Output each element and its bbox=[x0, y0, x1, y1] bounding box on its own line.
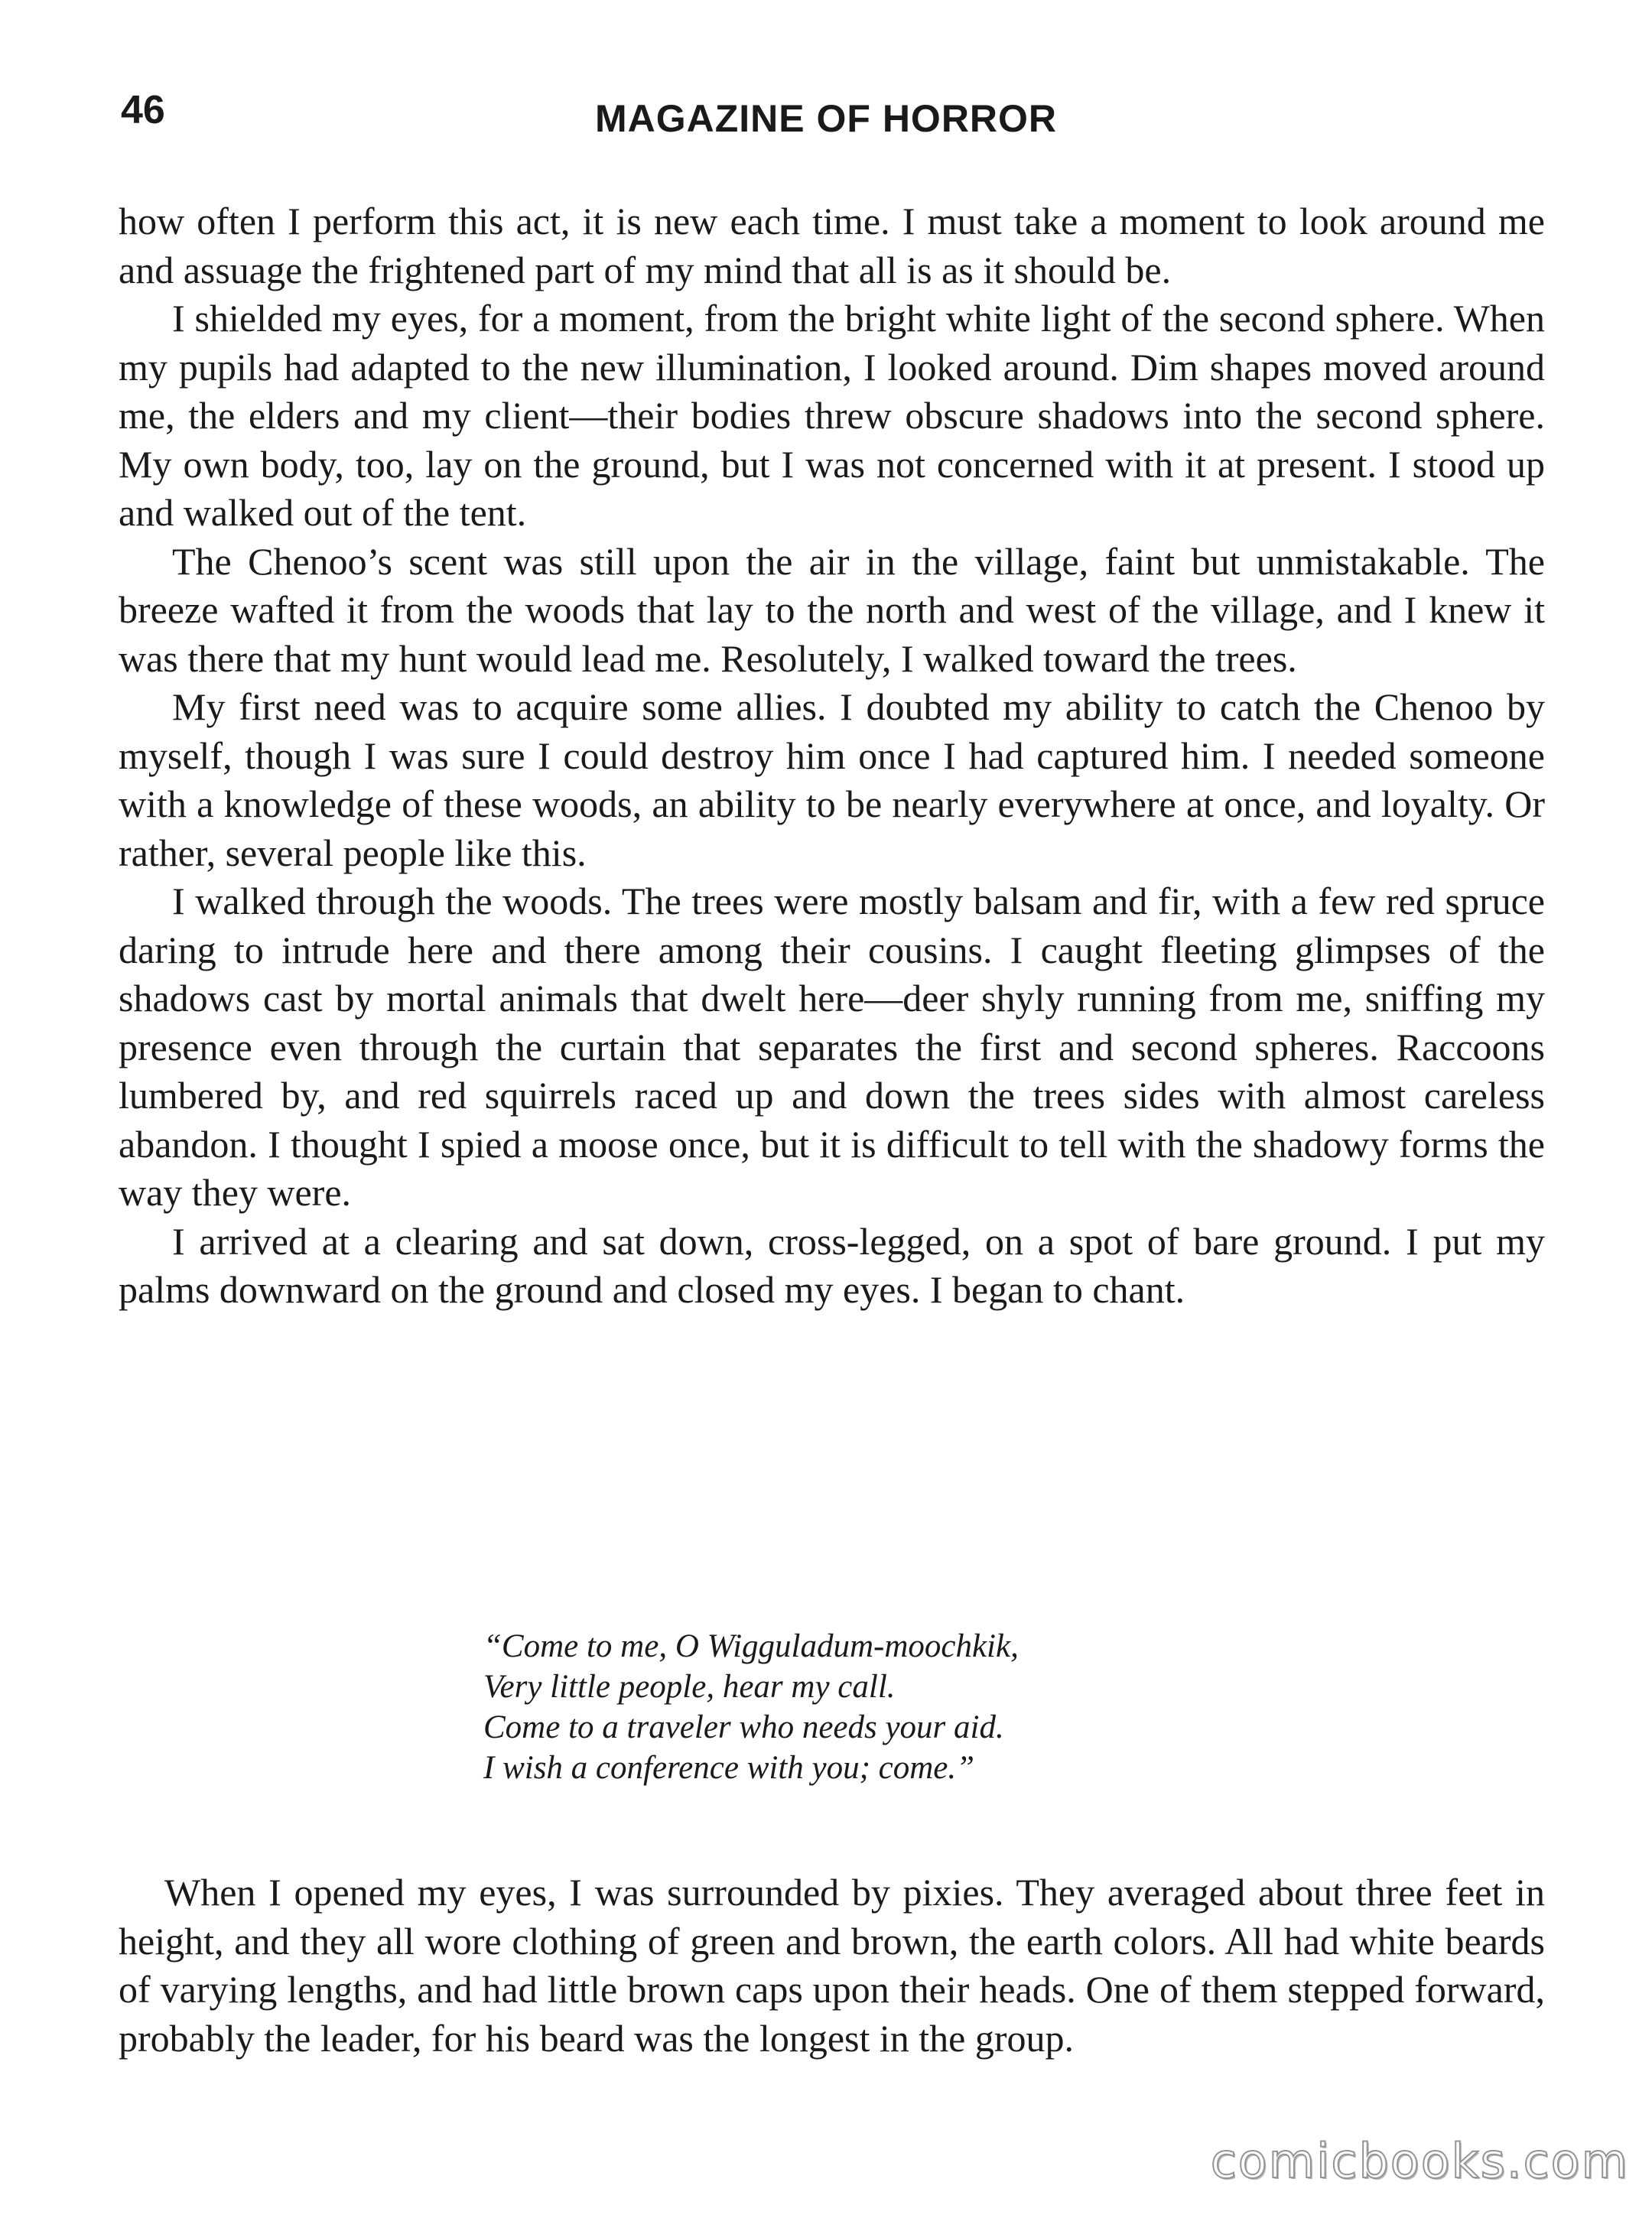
verse-line: Come to a traveler who needs your aid. bbox=[483, 1709, 1004, 1745]
verse-line: Very little people, hear my call. bbox=[483, 1669, 896, 1705]
watermark-logo: comicbooks.com bbox=[1210, 2133, 1629, 2189]
paragraph: My first need was to acquire some allies. I doubted my ability to catch the Chenoo by myself, though I was sure I could destroy him once I had captured him. I needed someone with a knowledge of these woods, an ability to be nearly everywhere at once, and loyalty. Or rather, several people like this. bbox=[119, 685, 1545, 874]
verse-line: I wish a conference with you; come.” bbox=[483, 1750, 975, 1786]
paragraph: When I opened my eyes, I was surrounded by pixies. They averaged about three feet in height, and they all wore clothing of green and brown, the earth colors. All had white beards of varying lengths, and had little brown caps upon their heads. One of them stepped forward, probably the leader, for his beard was the longest in the group. bbox=[119, 1871, 1545, 2060]
chant-verse bbox=[483, 1626, 1019, 1788]
paragraph: I shielded my eyes, for a moment, from the bright white light of the second sphere. When my pupils had adapted to the new illumination, I looked around. Dim shapes moved around me, the elders and my client—their bodies threw obscure shadows into the second sphere. My own body, too, lay on the ground, but I was not concerned with it at present. I stood up and walked out of the tent. bbox=[119, 297, 1545, 534]
verse-line: “Come to me, O Wigguladum-moochkik, bbox=[483, 1628, 1019, 1664]
closing-section bbox=[119, 1868, 1545, 2063]
paragraph: I arrived at a clearing and sat down, cross-legged, on a spot of bare ground. I put my palms downward on the ground and closed my eyes. I began to chant. bbox=[119, 1219, 1545, 1311]
story-body bbox=[119, 197, 1545, 1315]
page-number: 46 bbox=[121, 88, 165, 132]
paragraph-continued: how often I perform this act, it is new each time. I must take a moment to look around me and assuage the frightened part of my mind that all is as it should be. bbox=[119, 200, 1545, 291]
paragraph: I walked through the woods. The trees were mostly balsam and fir, with a few red spruce daring to intrude here and there among their cousins. I caught fleeting glimpses of the shadows cast by mortal animals that dwelt here—deer shyly running from me, sniffing my presence even through the curtain that separates the first and second spheres. Raccoons lumbered by, and red squirrels raced up and down the trees sides with almost careless abandon. I thought I spied a moose once, but it is difficult to tell with the shadowy forms the way they were. bbox=[119, 880, 1545, 1214]
running-head: MAGAZINE OF HORROR bbox=[594, 97, 1058, 140]
paragraph: The Chenoo’s scent was still upon the air in the village, faint but unmistakable. The breeze wafted it from the woods that lay to the north and west of the village, and I knew it was there that my hunt would lead me. Resolutely, I walked toward the trees. bbox=[119, 539, 1545, 680]
